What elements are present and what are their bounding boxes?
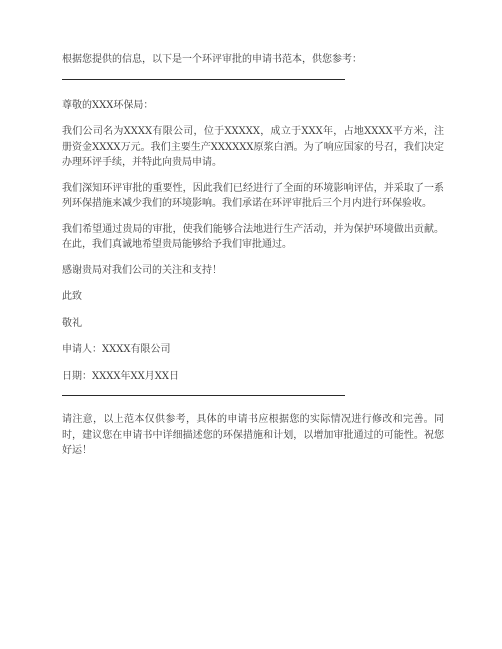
document-page	[62, 52, 444, 469]
closing-line-2: 敬礼	[62, 317, 82, 329]
paragraph-environmental-measures: 我们深知环评审批的重要性，因此我们已经进行了全面的环境影响评估，并采取了一系列环保措施来减少我们的环境影响。我们承诺在环评审批后三个月内进行环保验收。	[62, 182, 444, 209]
divider-bottom	[62, 395, 345, 396]
salutation: 尊敬的XXX环保局：	[62, 99, 154, 111]
paragraph-company-info: 我们公司名为XXXX有限公司，位于XXXXX，成立于XXX年，占地XXXX平方米，注册资金XXXX万元。我们主要生产XXXXXX原浆白酒。为了响应国家的号召，我们决定办理环评手续，并特此向贵局申请。	[62, 126, 444, 168]
applicant-line: 申请人：XXXX有限公司	[62, 344, 171, 355]
paragraph-request: 我们希望通过贵局的审批，使我们能够合法地进行生产活动，并为保护环境做出贡献。在此，我们真诚地希望贵局能够给予我们审批通过。	[62, 223, 444, 250]
closing-line-1: 此致	[62, 291, 82, 302]
date-line: 日期：XXXX年XX月XX日	[62, 370, 179, 382]
divider-top	[62, 79, 345, 80]
note-paragraph: 请注意，以上范本仅供参考，具体的申请书应根据您的实际情况进行修改和完善。同时，建议您在申请书中详细描述您的环保措施和计划，以增加审批通过的可能性。祝您好运！	[62, 414, 444, 456]
intro-text: 根据您提供的信息，以下是一个环评审批的申请书范本，供您参考：	[62, 54, 362, 65]
thanks-line: 感谢贵局对我们公司的关注和支持！	[62, 264, 222, 276]
